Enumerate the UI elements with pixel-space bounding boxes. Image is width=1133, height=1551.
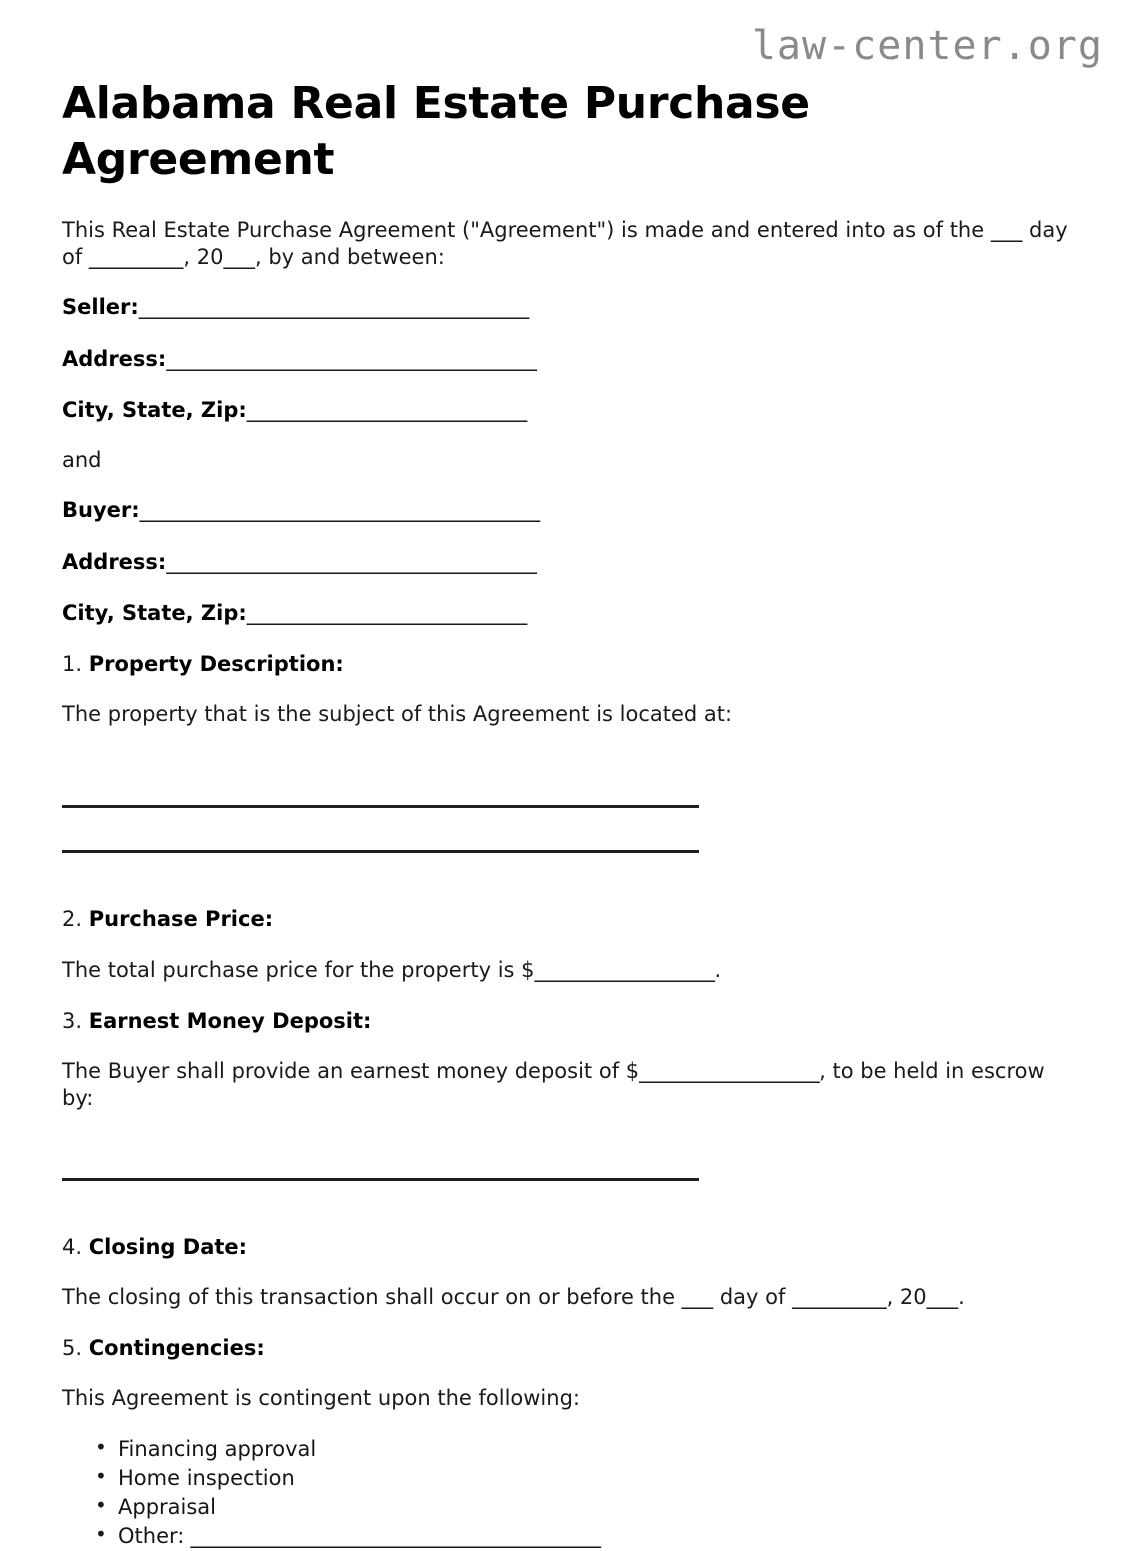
section-title: Earnest Money Deposit: (88, 1008, 372, 1033)
seller-address-label: Address: (62, 346, 167, 371)
section-number: 4. (62, 1234, 83, 1259)
buyer-city-state-zip-label: City, State, Zip: (62, 600, 247, 625)
seller-city-state-zip-blank[interactable]: ____________________________ (246, 397, 527, 422)
contingency-label: Home inspection (118, 1465, 295, 1490)
section-title: Contingencies: (88, 1335, 265, 1360)
seller-city-state-zip-label: City, State, Zip: (62, 397, 247, 422)
seller-address-field (62, 346, 1072, 373)
purchase-price-blank[interactable]: __________________ (534, 957, 715, 982)
section-body-property-description: The property that is the subject of this Agreement is located at: (62, 702, 733, 727)
buyer-city-state-zip-field (62, 600, 1072, 627)
list-item (95, 1465, 1072, 1492)
seller-name-blank[interactable]: _______________________________________ (138, 295, 529, 320)
spacer (62, 1136, 1072, 1178)
buyer-address-field (62, 549, 1072, 576)
contingency-label: Other: (118, 1523, 185, 1548)
earnest-money-text-before: The Buyer shall provide an earnest money deposit of $ (62, 1058, 640, 1083)
purchase-price-text-before: The total purchase price for the property is $ (62, 957, 535, 982)
contingency-label: Appraisal (118, 1494, 217, 1519)
seller-name-label: Seller: (62, 295, 139, 320)
spacer (62, 853, 1072, 906)
list-item (95, 1494, 1072, 1521)
section-heading-closing-date (62, 1234, 1072, 1261)
document-content (62, 76, 1072, 1551)
section-body-purchase-price (62, 957, 1072, 984)
section-body-closing-date: The closing of this transaction shall occur on or before the ___ day of _________, 20___. (62, 1284, 965, 1309)
section-title: Property Description: (88, 652, 344, 677)
section-body-contingencies: This Agreement is contingent upon the following: (62, 1386, 580, 1411)
section-heading-purchase-price (62, 906, 1072, 933)
intro-paragraph: This Real Estate Purchase Agreement ("Agreement") is made and entered into as of the ___ day of _________, 20___, by and between: (62, 217, 1068, 269)
section-title: Closing Date: (88, 1234, 248, 1259)
earnest-money-text-after: , to be held in escrow by: (62, 1058, 1045, 1110)
section-number: 3. (62, 1008, 83, 1033)
spacer (62, 808, 1072, 850)
spacer (62, 1181, 1072, 1234)
contingency-other-blank[interactable]: _________________________________________ (184, 1523, 601, 1548)
section-number: 1. (62, 652, 83, 677)
section-number: 5. (62, 1335, 83, 1360)
section-number: 2. (62, 907, 83, 932)
section-heading-property-description (62, 651, 1072, 678)
list-item (95, 1436, 1072, 1463)
buyer-name-label: Buyer: (62, 498, 140, 523)
page-title: Alabama Real Estate Purchase Agreement (62, 78, 810, 186)
site-watermark: law-center.org (751, 23, 1103, 69)
conjunction-and: and (62, 448, 102, 473)
buyer-city-state-zip-blank[interactable]: ____________________________ (246, 600, 527, 625)
earnest-money-blank[interactable]: __________________ (639, 1058, 820, 1083)
contingency-label: Financing approval (118, 1436, 317, 1461)
list-item (95, 1523, 1072, 1550)
buyer-address-blank[interactable]: _____________________________________ (166, 549, 537, 574)
section-heading-contingencies (62, 1335, 1072, 1362)
buyer-name-blank[interactable]: ________________________________________ (139, 498, 540, 523)
buyer-address-label: Address: (62, 549, 167, 574)
seller-name-field (62, 294, 1072, 321)
section-heading-earnest-money-deposit (62, 1008, 1072, 1035)
seller-address-blank[interactable]: _____________________________________ (166, 346, 537, 371)
section-body-earnest-money-deposit (62, 1058, 1072, 1112)
section-title: Purchase Price: (88, 907, 274, 932)
contingencies-list (62, 1436, 1072, 1550)
purchase-price-text-after: . (714, 957, 722, 982)
buyer-name-field (62, 497, 1072, 524)
seller-city-state-zip-field (62, 397, 1072, 424)
spacer (62, 752, 1072, 805)
